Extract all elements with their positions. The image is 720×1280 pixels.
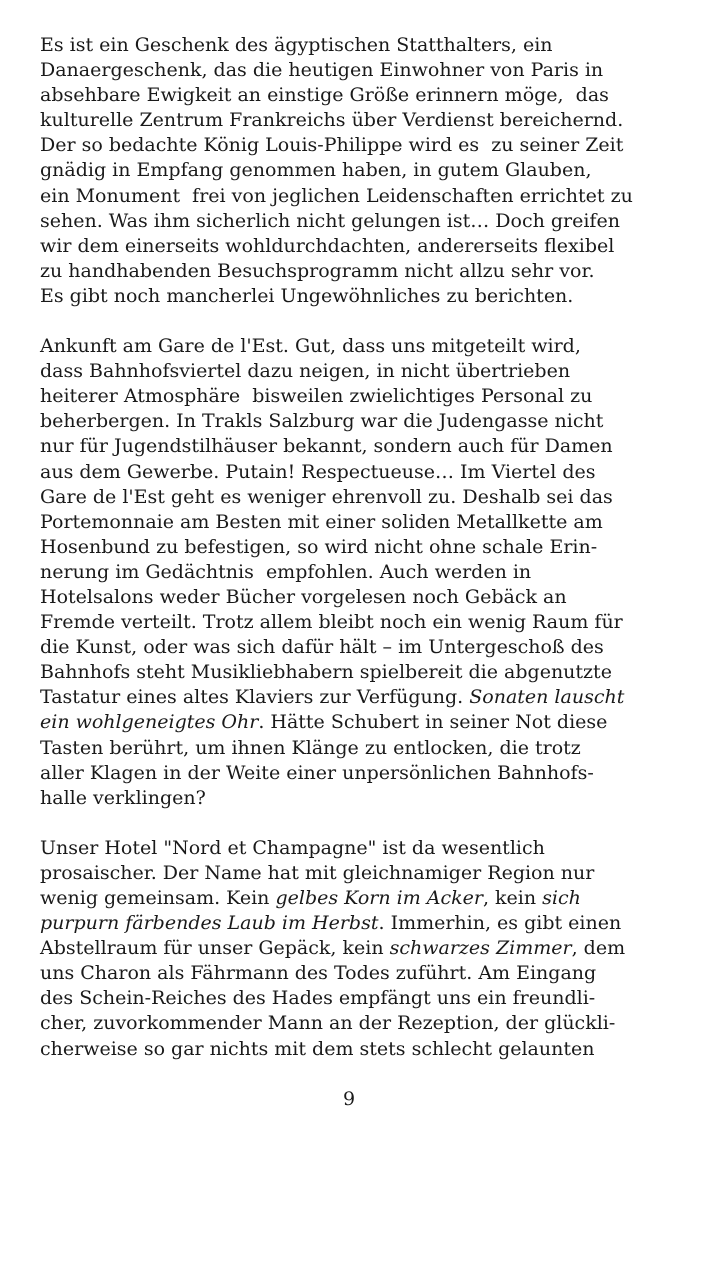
text-segment: Hotelsalons weder Bücher vorgelesen noch Gebäck an (40, 585, 567, 608)
text-segment: . Hätte Schubert in seiner Not diese (258, 711, 608, 734)
text-line (40, 961, 690, 986)
text-line (40, 635, 690, 660)
text-line (40, 685, 690, 710)
text-line (40, 83, 690, 108)
text-line (40, 936, 690, 961)
text-segment: cherweise so gar nichts mit dem stets schlecht gelaunten (40, 1037, 595, 1060)
text-segment: uns Charon als Fährmann des Todes zuführt. Am Eingang (40, 962, 597, 985)
text-line (40, 259, 690, 284)
text-segment: Portemonnaie am Besten mit einer soliden Metallkette am (40, 510, 603, 533)
text-segment: Bahnhofs steht Musikliebhabern spielbereit die abgenutzte (40, 661, 612, 684)
text-line (40, 234, 690, 259)
text-line (40, 736, 690, 761)
paragraph (40, 836, 690, 1062)
text-line (40, 485, 690, 510)
italic-text: ein wohlgeneigtes Ohr (40, 711, 259, 734)
text-line (40, 133, 690, 158)
text-line (40, 610, 690, 635)
text-segment: prosaischer. Der Name hat mit gleichnamiger Region nur (40, 861, 595, 884)
text-segment: sehen. Was ihm sicherlich nicht gelungen ist… Doch greifen (40, 209, 620, 232)
text-line (40, 1011, 690, 1036)
text-line (40, 434, 690, 459)
text-segment: heiterer Atmosphäre bisweilen zwielichtiges Personal zu (40, 385, 593, 408)
text-line (40, 384, 690, 409)
text-segment: Ankunft am Gare de l'Est. Gut, dass uns mitgeteilt wird, (40, 335, 581, 358)
text-line (40, 861, 690, 886)
text-line (40, 986, 690, 1011)
text-segment: Danaergeschenk, das die heutigen Einwohner von Paris in (40, 59, 604, 82)
text-line (40, 660, 690, 685)
text-line (40, 786, 690, 811)
text-segment: , kein (482, 887, 543, 909)
text-line (40, 460, 690, 485)
text-line (40, 359, 690, 384)
text-segment: Es gibt noch mancherlei Ungewöhnliches zu berichten. (40, 284, 574, 307)
text-segment: aus dem Gewerbe. Putain! Respectueuse… Im Viertel des (40, 460, 596, 483)
text-segment: Tastatur eines altes Klaviers zur Verfügung. (40, 686, 470, 709)
text-line (40, 334, 690, 359)
text-line (40, 886, 690, 911)
italic-text: purpurn färbendes Laub im Herbst (40, 912, 379, 935)
text-segment: kulturelle Zentrum Frankreichs über Verdienst bereichernd. (40, 109, 624, 132)
text-line (40, 409, 690, 434)
text-line (40, 585, 690, 610)
text-segment: dass Bahnhofsviertel dazu neigen, in nicht übertrieben (40, 360, 571, 383)
text-segment: Tasten berührt, um ihnen Klänge zu entlocken, die trotz (40, 736, 581, 759)
text-segment: wenig gemeinsam. Kein (40, 887, 276, 909)
text-segment: nerung im Gedächtnis empfohlen. Auch werden in (40, 560, 532, 583)
text-line (40, 108, 690, 133)
text-segment: Der so bedachte König Louis-Philippe wird es zu seiner Zeit (40, 134, 624, 157)
text-line (40, 710, 690, 735)
italic-text: sich (542, 887, 581, 909)
text-segment: Es ist ein Geschenk des ägyptischen Statthalters, ein (40, 34, 553, 56)
text-segment: aller Klagen in der Weite einer unpersönlichen Bahnhofs- (40, 761, 594, 784)
text-line (40, 836, 690, 861)
text-line (40, 560, 690, 585)
paragraph (40, 33, 690, 309)
text-line (40, 535, 690, 560)
paragraph (40, 334, 690, 811)
text-segment: Abstellraum für unser Gepäck, kein (40, 937, 390, 960)
page-number: 9 (342, 1088, 356, 1110)
text-segment: , dem (571, 937, 626, 960)
text-segment: nur für Jugendstilhäuser bekannt, sondern auch für Damen (40, 435, 613, 458)
text-segment: gnädig in Empfang genommen haben, in gutem Glauben, (40, 159, 592, 182)
page-body (40, 33, 690, 1087)
text-segment: wir dem einerseits wohldurchdachten, andererseits flexibel (40, 234, 615, 257)
text-segment: Hosenbund zu befestigen, so wird nicht ohne schale Erin- (40, 535, 598, 558)
text-segment: ein Monument frei von jeglichen Leidenschaften errichtet zu (40, 184, 633, 207)
text-line (40, 58, 690, 83)
text-line (40, 184, 690, 209)
text-line (40, 284, 690, 309)
text-line (40, 33, 690, 58)
italic-text: gelbes Korn im Acker (275, 887, 483, 909)
text-segment: absehbare Ewigkeit an einstige Größe erinnern möge, das (40, 84, 609, 107)
text-segment: des Schein-Reiches des Hades empfängt uns ein freundli- (40, 987, 596, 1010)
text-line (40, 209, 690, 234)
text-segment: . Immerhin, es gibt einen (378, 912, 622, 935)
text-line (40, 761, 690, 786)
text-segment: Fremde verteilt. Trotz allem bleibt noch ein wenig Raum für (40, 611, 623, 634)
text-line (40, 911, 690, 936)
text-segment: beherbergen. In Trakls Salzburg war die Judengasse nicht (40, 410, 604, 433)
text-segment: Gare de l'Est geht es weniger ehrenvoll zu. Deshalb sei das (40, 485, 613, 508)
italic-text: Sonaten lauscht (469, 686, 625, 709)
text-segment: die Kunst, oder was sich dafür hält – im Untergeschoß des (40, 636, 604, 659)
text-line (40, 158, 690, 183)
text-line (40, 1037, 690, 1062)
text-segment: cher, zuvorkommender Mann an der Rezeption, der glückli- (40, 1012, 616, 1035)
text-segment: zu handhabenden Besuchsprogramm nicht allzu sehr vor. (40, 259, 595, 282)
text-line (40, 510, 690, 535)
text-segment: halle verklingen? (40, 786, 206, 809)
text-segment: Unser Hotel "Nord et Champagne" ist da wesentlich (40, 836, 545, 859)
italic-text: schwarzes Zimmer (389, 937, 572, 960)
